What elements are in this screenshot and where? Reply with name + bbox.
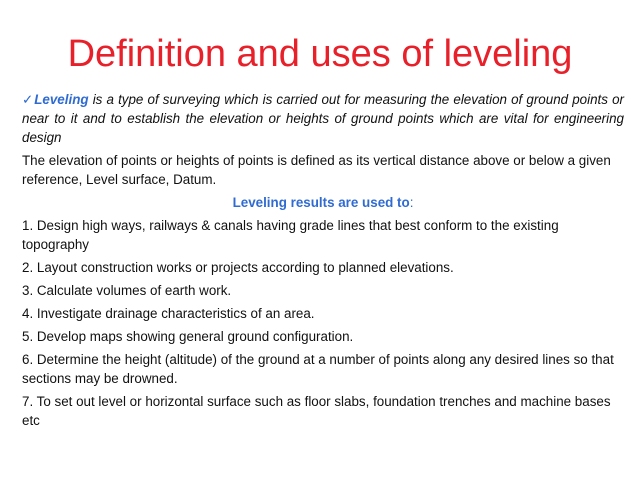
use-item-7: 7. To set out level or horizontal surface such as floor slabs, foundation trenches and machine bases etc [22,394,611,428]
slide-body [22,90,624,434]
use-item-1: 1. Design high ways, railways & canals having grade lines that best conform to the existing topography [22,218,559,252]
uses-heading-colon: : [409,195,414,210]
intro-paragraph [22,90,624,147]
use-item-5: 5. Develop maps showing general ground configuration. [22,329,354,344]
uses-heading-text: Leveling results are used to [232,195,410,210]
intro-text: is a type of surveying which is carried out for measuring the elevation of ground points or near to it and to establish the elevation or heights of ground points which are vital for engineering design [22,92,624,145]
slide-title: Definition and uses of leveling [67,33,573,75]
checkmark-icon: ✓ [22,92,34,107]
use-item-4: 4. Investigate drainage characteristics of an area. [22,306,315,321]
uses-heading [22,193,624,212]
use-item-3: 3. Calculate volumes of earth work. [22,283,232,298]
elevation-paragraph: The elevation of points or heights of points is defined as its vertical distance above or below a given reference, Level surface, Datum. [22,153,611,187]
leveling-term: Leveling [34,92,89,107]
use-item-6: 6. Determine the height (altitude) of the ground at a number of points along any desired lines so that sections may be drowned. [22,352,614,386]
use-item-2: 2. Layout construction works or projects according to planned elevations. [22,260,454,275]
